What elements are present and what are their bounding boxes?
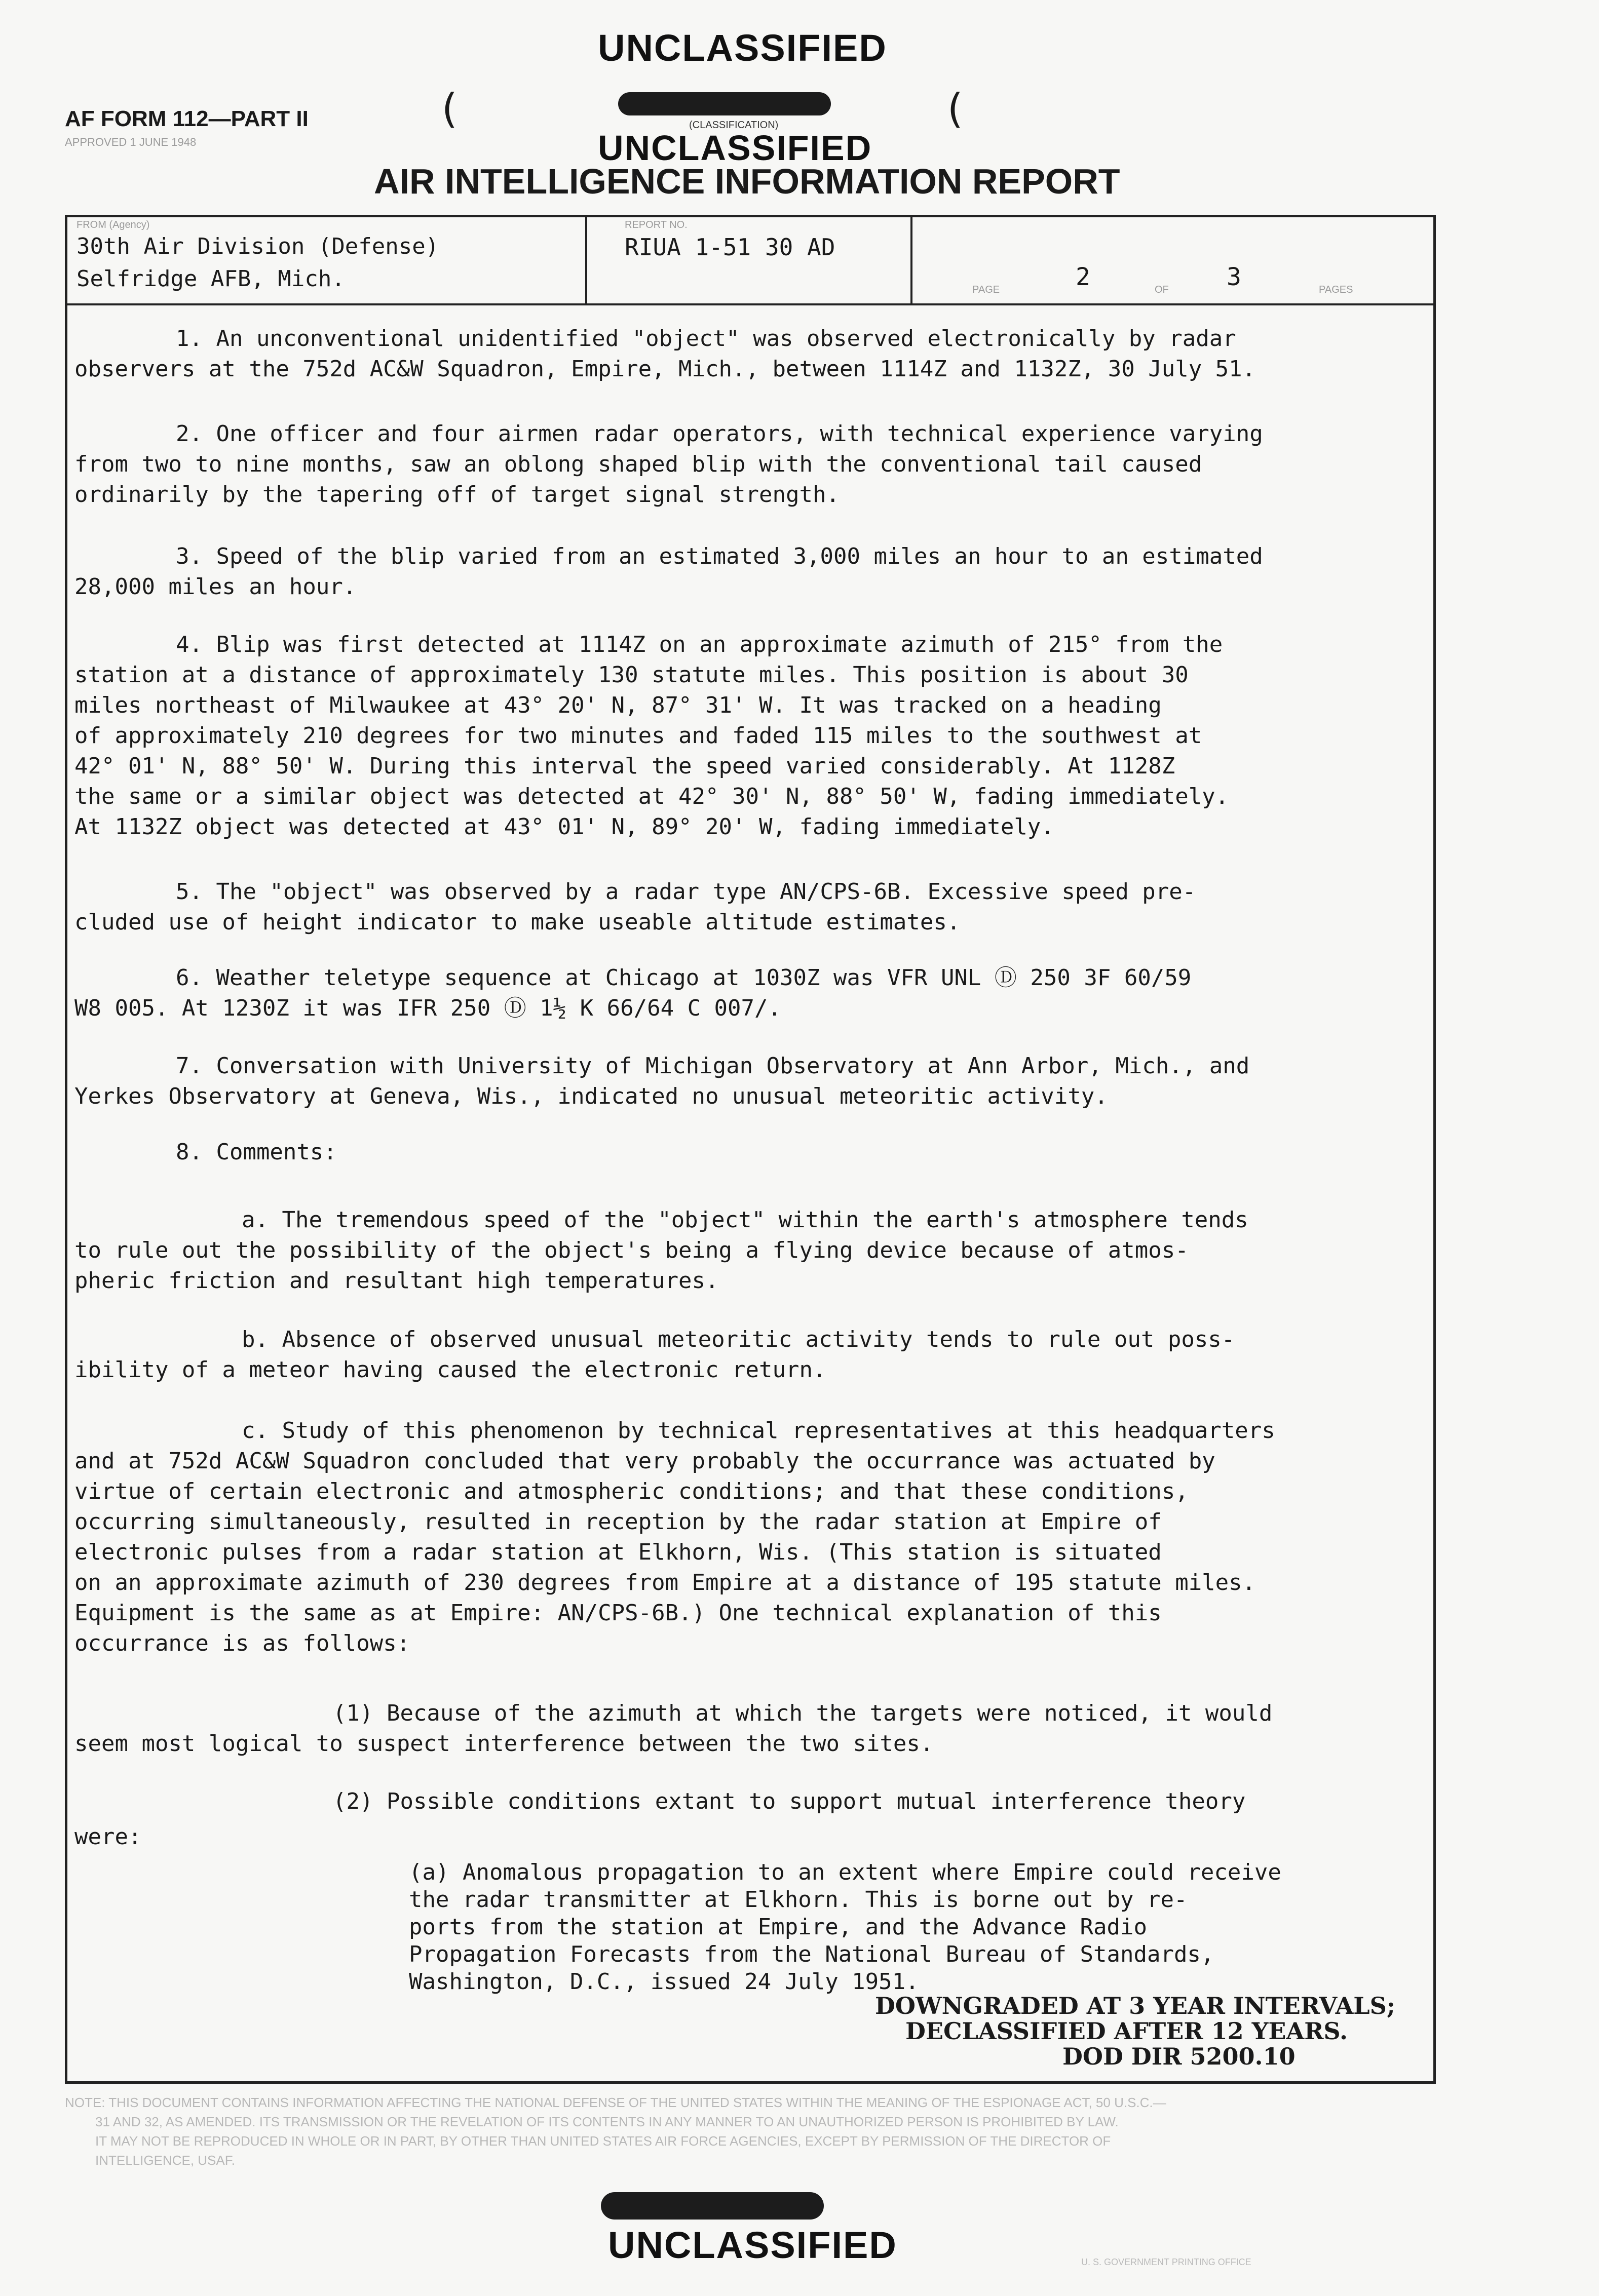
from-caption: FROM (Agency) — [77, 219, 150, 230]
total-pages: 3 — [1227, 263, 1241, 291]
page-number: 2 — [1076, 263, 1090, 291]
paragraph-8c: c. Study of this phenomenon by technical representatives at this headquarters and at 752d AC&W Squadron concluded that very probably the occurrance was actuated by virtue of certain electronic and atmospheric conditions; and that these conditions, occurring simultaneously, resulted in reception by the radar station at Empire of electronic pulses from a radar station at Elkhorn, Wis. (This station is situated on an approximate azimuth of 230 degrees from Empire at a distance of 195 statute miles. Equipment is the same as at Empire: AN/CPS-6B.) One technical explanation of this occurrance is as follows: — [74, 1418, 1275, 1656]
downgrade-stamp: DOWNGRADED AT 3 YEAR INTERVALS; DECLASSIFIED AFTER 12 YEARS. DOD DIR 5200.10 — [875, 1992, 1395, 2070]
footer-security-note: NOTE: THIS DOCUMENT CONTAINS INFORMATION AFFECTING THE NATIONAL DEFENSE OF THE UNITED STATES WITHIN THE MEANING OF THE ESPIONAGE ACT, 50 U.S.C.— 31 AND 32, AS AMENDED. ITS TRANSMISSION OR THE REVELATION OF ITS CONTENTS IN ANY MANNER TO AN UNAUTHORIZED PERSON IS PROHIBITED BY LAW. IT MAY NOT BE REPRODUCED IN WHOLE OR IN PART, BY OTHER THAN UNITED STATES AIR FORCE AGENCIES, EXCEPT BY PERMISSION OF THE DIRECTOR OF INTELLIGENCE, USAF. — [65, 2095, 1166, 2168]
bottom-unclassified-stamp: UNCLASSIFIED — [608, 2224, 897, 2266]
report-frame — [65, 215, 1436, 2084]
paragraph-3: 3. Speed of the blip varied from an estimated 3,000 miles an hour to an estimated 28,000 miles an hour. — [74, 543, 1263, 600]
classification-caption: (CLASSIFICATION) — [689, 120, 779, 131]
redacted-classification-bottom — [601, 2192, 824, 2220]
of-caption: OF — [1155, 284, 1169, 295]
unclassified-stamp-header: UNCLASSIFIED — [598, 128, 872, 168]
report-title: AIR INTELLIGENCE INFORMATION REPORT — [374, 162, 1120, 201]
paragraph-8b: b. Absence of observed unusual meteoritic activity tends to rule out poss- ibility of a meteor having caused the electronic return. — [74, 1327, 1235, 1383]
report-no-caption: REPORT NO. — [625, 219, 688, 230]
paragraph-4: 4. Blip was first detected at 1114Z on an approximate azimuth of 215° from the station at a distance of approximately 130 statute miles. This position is about 30 miles northeast of Milwaukee at 43° 20' N, 87° 31' W. It was tracked on a heading of approximately 210 degrees for two minutes and faded 115 miles to the southwest at 42° 01' N, 88° 50' W. During this interval the speed varied considerably. At 1128Z the same or a similar object was detected at 42° 30' N, 88° 50' W, fading immediately. At 1132Z object was detected at 43° 01' N, 89° 20' W, fading immediately. — [74, 632, 1229, 840]
redacted-classification — [618, 92, 831, 115]
paragraph-1: 1. An unconventional unidentified "object" was observed electronically by radar observers at the 752d AC&W Squadron, Empire, Mich., between 1114Z and 1132Z, 30 July 51. — [74, 326, 1256, 382]
form-approval: APPROVED 1 JUNE 1948 — [65, 136, 197, 148]
paragraph-8c-2a: (a) Anomalous propagation to an extent where Empire could receive the radar transmitter at Elkhorn. This is borne out by re- ports from the station at Empire, and the Advance Radio Propagation Forecasts from the National Bureau of Standards, Washington, D.C., issued 24 July 1951. — [409, 1859, 1281, 1995]
printer-mark: U. S. GOVERNMENT PRINTING OFFICE — [1081, 2257, 1251, 2267]
paragraph-2: 2. One officer and four airmen radar operators, with technical experience varying from two to nine months, saw an oblong shaped blip with the conventional tail caused ordinarily by the tapering off of target signal strength. — [74, 421, 1263, 508]
page-caption: PAGE — [972, 284, 1000, 295]
pages-caption: PAGES — [1319, 284, 1353, 295]
paragraph-5: 5. The "object" was observed by a radar type AN/CPS-6B. Excessive speed pre- cluded use of height indicator to make useable altitude estimates. — [74, 879, 1196, 935]
paragraph-8c-2: (2) Possible conditions extant to support mutual interference theory were: — [74, 1788, 1246, 1850]
paragraph-8: 8. Comments: — [176, 1139, 337, 1165]
right-paren: ( — [942, 85, 967, 132]
from-agency-line1: 30th Air Division (Defense) — [77, 234, 439, 259]
report-number: RIUA 1-51 30 AD — [625, 234, 835, 261]
paragraph-6: 6. Weather teletype sequence at Chicago at 1030Z was VFR UNL Ⓓ 250 3F 60/59 W8 005. At 1230Z it was IFR 250 Ⓓ 1½ K 66/64 C 007/. — [74, 965, 1192, 1021]
left-paren: ( — [437, 85, 462, 132]
from-agency-line2: Selfridge AFB, Mich. — [77, 266, 345, 292]
form-id: AF FORM 112—PART II — [65, 106, 309, 131]
paragraph-8c-1: (1) Because of the azimuth at which the targets were noticed, it would seem most logical to suspect interference between the two sites. — [74, 1700, 1273, 1757]
paragraph-7: 7. Conversation with University of Michigan Observatory at Ann Arbor, Mich., and Yerkes Observatory at Geneva, Wis., indicated no unusual meteoritic activity. — [74, 1053, 1250, 1109]
paragraph-8a: a. The tremendous speed of the "object" within the earth's atmosphere tends to rule out the possibility of the object's being a flying device because of atmos- pheric friction and resultant high temperatures. — [74, 1207, 1248, 1294]
top-unclassified-stamp: UNCLASSIFIED — [598, 27, 887, 69]
